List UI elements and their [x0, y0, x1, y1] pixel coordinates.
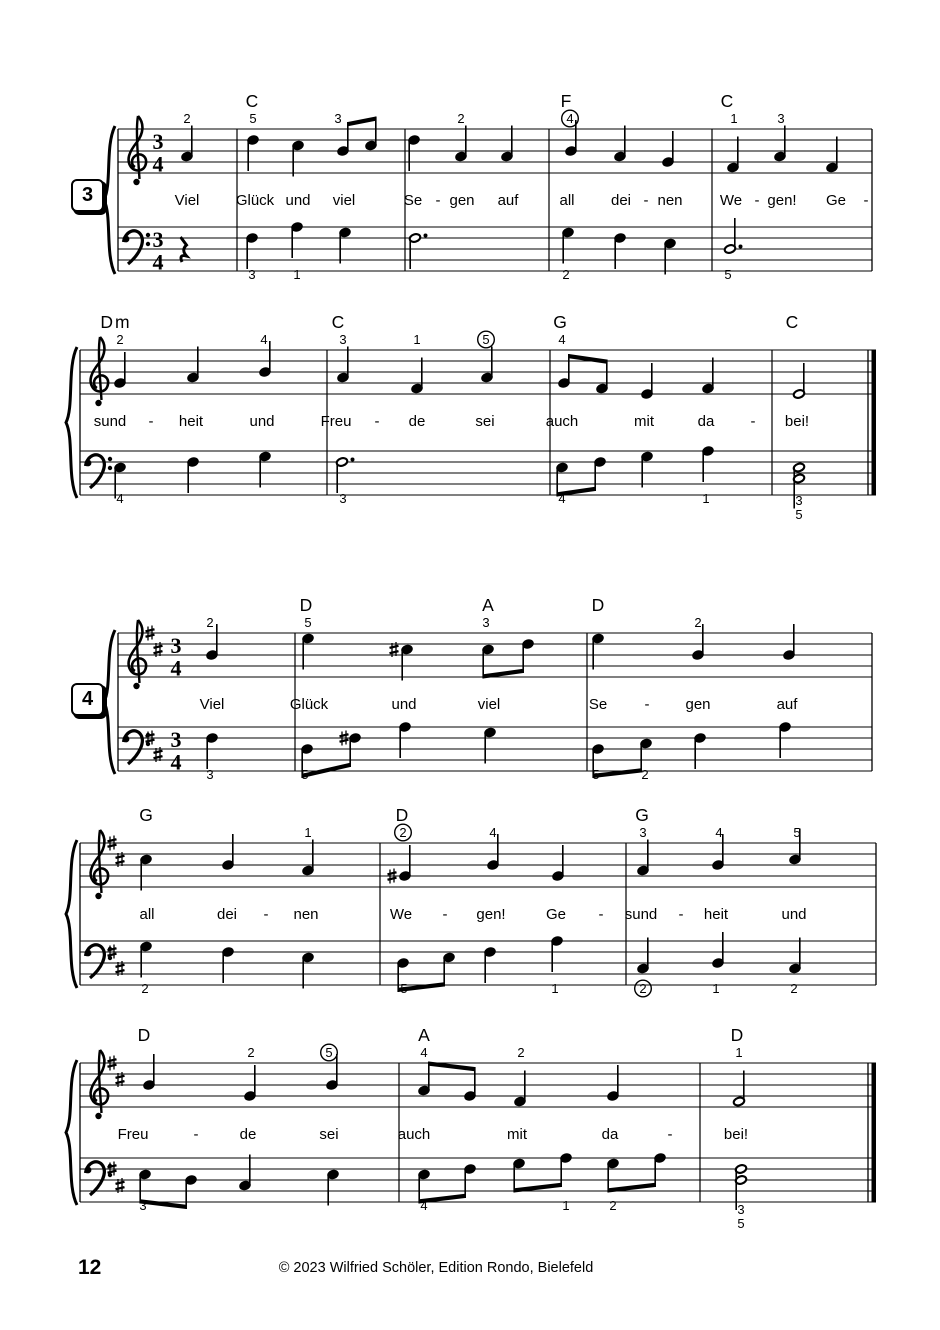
eighth-beam — [140, 1199, 186, 1209]
lyric-syllable: da — [697, 413, 715, 430]
staff-system — [66, 805, 876, 997]
fingering-number: 1 — [562, 1198, 570, 1213]
lyric-syllable: - — [435, 192, 441, 209]
lyric-syllable: Glück — [289, 696, 329, 713]
lyric-syllable: - — [667, 1126, 673, 1143]
fingering-number: 3 — [777, 111, 785, 126]
treble-clef-blob — [95, 400, 101, 406]
fingering-number: 3 — [339, 332, 347, 347]
fingering-number: 5 — [793, 825, 801, 840]
chord-label: A — [482, 595, 494, 615]
lyric-syllable: We — [389, 906, 413, 923]
sharp-stroke — [388, 872, 397, 874]
fingering-number: 4 — [566, 111, 574, 126]
grand-staff-brace — [104, 630, 115, 774]
chord-label: D — [299, 595, 313, 615]
fingering-number: 5 — [304, 615, 312, 630]
lyric-syllable: und — [285, 192, 311, 209]
lyric-syllable: - — [263, 906, 269, 923]
grand-staff-brace — [66, 1060, 77, 1205]
lyric-syllable: dei — [216, 906, 238, 923]
chord-label: G — [139, 805, 153, 825]
sharp-stroke — [340, 740, 349, 742]
fingering-number: 2 — [116, 332, 124, 347]
time-signature-denominator: 4 — [170, 655, 182, 681]
sharp-stroke — [390, 646, 399, 648]
fingering-number: 2 — [562, 267, 570, 282]
lyric-syllable: auch — [397, 1126, 431, 1143]
lyric-syllable: Viel — [174, 192, 200, 209]
bass-clef-dot — [108, 466, 112, 470]
fingering-number: 5 — [400, 981, 408, 996]
lyric-syllable: - — [442, 906, 448, 923]
lyric-syllable: - — [678, 906, 684, 923]
sharp-stroke — [116, 861, 125, 863]
sharp-stroke — [154, 756, 163, 758]
sharp-stroke — [146, 740, 155, 742]
bass-clef-curve — [124, 731, 143, 764]
chord-label: D — [137, 1025, 151, 1045]
sharp-stroke — [116, 1076, 125, 1078]
chord-label: G — [635, 805, 649, 825]
fingering-number: 5 — [325, 1045, 333, 1060]
lyric-syllable: mit — [507, 1126, 527, 1143]
lyric-syllable: und — [249, 413, 275, 430]
treble-clef-blob — [133, 179, 139, 185]
sharp-stroke — [108, 845, 117, 847]
lyric-syllable: gen — [685, 696, 711, 713]
fingering-number: 4 — [420, 1045, 428, 1060]
bass-clef-dot — [146, 233, 150, 237]
fingering-number: 4 — [260, 332, 268, 347]
sharp-stroke — [108, 1171, 117, 1173]
lyric-syllable: Viel — [199, 696, 225, 713]
lyric-syllable: auf — [776, 696, 798, 713]
fingering-number: 5 — [482, 332, 490, 347]
chord-label: D — [730, 1025, 744, 1045]
sharp-stroke — [154, 751, 163, 753]
chord-label: C — [785, 312, 799, 332]
grand-staff-brace — [104, 126, 115, 274]
fingering-number: 5 — [724, 267, 732, 282]
fingering-number: 2 — [694, 615, 702, 630]
fingering-number: 5 — [301, 767, 309, 782]
lyric-syllable: Ge — [545, 906, 567, 923]
bass-clef-icon — [85, 455, 113, 488]
lyric-syllable: all — [559, 192, 575, 209]
fingering-number: 3 — [737, 1202, 745, 1217]
chord-label: G — [553, 312, 567, 332]
exercise-number: 3 — [81, 184, 94, 206]
lyric-syllable: - — [644, 696, 650, 713]
lyric-syllable: sei — [475, 413, 495, 430]
lyric-syllable: Se — [588, 696, 608, 713]
bass-clef-curve — [86, 455, 105, 488]
time-signature-denominator: 4 — [170, 749, 182, 775]
staff-system — [66, 1025, 876, 1231]
treble-clef-blob — [133, 683, 139, 689]
fingering-number: 1 — [413, 332, 421, 347]
eighth-beam — [569, 354, 607, 364]
lyric-syllable: sund — [93, 413, 127, 430]
chord-label: C — [720, 91, 734, 111]
chord-label: D — [591, 595, 605, 615]
fingering-number: 3 — [248, 267, 256, 282]
lyric-syllable: - — [193, 1126, 199, 1143]
lyric-syllable: nen — [657, 192, 683, 209]
bass-clef-curve — [86, 1162, 105, 1195]
fingering-number: 2 — [247, 1045, 255, 1060]
time-signature-numerator: 3 — [152, 129, 164, 154]
fingering-number: 3 — [139, 1198, 147, 1213]
fingering-number: 3 — [334, 111, 342, 126]
lyric-syllable: - — [750, 413, 756, 430]
augmentation-dot — [739, 245, 743, 249]
page-number: 12 — [78, 1256, 102, 1279]
sharp-stroke — [146, 629, 155, 631]
sharp-stroke — [116, 970, 125, 972]
lyric-syllable: - — [863, 192, 869, 209]
lyric-syllable: gen! — [476, 906, 506, 923]
chord-label: C — [331, 312, 345, 332]
lyric-syllable: mit — [634, 413, 654, 430]
sharp-stroke — [146, 635, 155, 637]
lyric-syllable: Se — [403, 192, 423, 209]
eighth-beam — [302, 763, 350, 778]
exercise-number: 4 — [81, 688, 94, 710]
exercise-number-box — [71, 683, 104, 716]
fingering-number: 2 — [639, 981, 647, 996]
lyric-syllable: sund — [624, 906, 658, 923]
bass-clef-curve — [124, 231, 143, 264]
fingering-number: 2 — [457, 111, 465, 126]
augmentation-dot — [424, 234, 428, 238]
fingering-number: 2 — [609, 1198, 617, 1213]
lyric-syllable: de — [239, 1126, 257, 1143]
fingering-number: 4 — [116, 491, 124, 506]
fingering-number: 4 — [558, 491, 566, 506]
bass-clef-dot — [146, 242, 150, 246]
lyric-syllable: - — [598, 906, 604, 923]
fingering-number: 3 — [206, 767, 214, 782]
fingering-number: 2 — [141, 981, 149, 996]
lyric-syllable: und — [781, 906, 807, 923]
time-signature-denominator: 4 — [152, 151, 164, 177]
fingering-number: 2 — [641, 767, 649, 782]
sharp-stroke — [116, 856, 125, 858]
time-signature-numerator: 3 — [170, 727, 182, 752]
lyric-syllable: - — [643, 192, 649, 209]
fingering-number: 2 — [399, 825, 407, 840]
eighth-beam — [348, 117, 376, 127]
staff-system — [104, 595, 872, 782]
eighth-beam — [593, 768, 641, 778]
augmentation-dot — [351, 458, 355, 462]
final-barline-thick — [872, 1063, 877, 1202]
sharp-stroke — [108, 1059, 117, 1061]
lyric-syllable: und — [391, 696, 417, 713]
bass-clef-curve — [86, 945, 105, 978]
lyric-syllable: Freu — [320, 413, 352, 430]
sharp-stroke — [116, 1187, 125, 1189]
fingering-number: 5 — [737, 1216, 745, 1231]
treble-clef-blob — [95, 893, 101, 899]
final-barline-thick — [872, 350, 877, 495]
sharp-stroke — [154, 651, 163, 653]
fingering-number: 1 — [730, 111, 738, 126]
fingering-number: 1 — [304, 825, 312, 840]
fingering-number: 2 — [183, 111, 191, 126]
sharp-stroke — [108, 954, 117, 956]
sharp-stroke — [340, 734, 349, 736]
time-signature-denominator: 4 — [152, 249, 164, 275]
chord-label: F — [560, 91, 572, 111]
sharp-stroke — [154, 646, 163, 648]
lyric-syllable: Glück — [235, 192, 275, 209]
fingering-number: 2 — [517, 1045, 525, 1060]
treble-clef-blob — [95, 1113, 101, 1119]
sharp-stroke — [108, 839, 117, 841]
fingering-number: 3 — [339, 491, 347, 506]
fingering-number: 4 — [420, 1198, 428, 1213]
sharp-stroke — [108, 1065, 117, 1067]
lyric-syllable: heit — [178, 413, 204, 430]
time-signature-numerator: 3 — [170, 633, 182, 658]
lyric-syllable: viel — [477, 696, 501, 713]
lyric-syllable: bei! — [784, 413, 810, 430]
lyric-syllable: all — [139, 906, 155, 923]
lyric-syllable: - — [374, 413, 380, 430]
time-signature-numerator: 3 — [152, 227, 164, 252]
chord-label: C — [245, 91, 259, 111]
sharp-stroke — [116, 1182, 125, 1184]
lyric-syllable: gen! — [767, 192, 797, 209]
fingering-number: 1 — [735, 1045, 743, 1060]
lyric-syllable: auch — [545, 413, 579, 430]
sharp-stroke — [390, 651, 399, 653]
fingering-number: 2 — [790, 981, 798, 996]
fingering-number: 4 — [489, 825, 497, 840]
fingering-number: 4 — [558, 332, 566, 347]
lyric-syllable: sei — [319, 1126, 339, 1143]
lyric-syllable: bei! — [723, 1126, 749, 1143]
sharp-stroke — [116, 965, 125, 967]
exercise-number-box — [71, 179, 104, 212]
chord-label: A — [418, 1025, 430, 1045]
lyric-syllable: da — [601, 1126, 619, 1143]
lyric-syllable: nen — [293, 906, 319, 923]
lyric-syllable: - — [754, 192, 760, 209]
lyric-syllable: de — [408, 413, 426, 430]
lyric-syllable: Freu — [117, 1126, 149, 1143]
grand-staff-brace — [66, 347, 77, 498]
chord-label: Dm — [100, 312, 132, 332]
bass-clef-icon — [123, 231, 151, 264]
lyric-syllable: We — [719, 192, 743, 209]
lyric-syllable: dei — [610, 192, 632, 209]
staff-system — [66, 312, 876, 522]
lyric-syllable: Ge — [825, 192, 847, 209]
sharp-stroke — [116, 1081, 125, 1083]
fingering-number: 1 — [702, 491, 710, 506]
fingering-number: 1 — [293, 267, 301, 282]
grand-staff-brace — [66, 840, 77, 988]
chord-label: D — [395, 805, 409, 825]
fingering-number: 2 — [206, 615, 214, 630]
fingering-number: 4 — [715, 825, 723, 840]
lyric-syllable: auf — [497, 192, 519, 209]
fingering-number: 1 — [712, 981, 720, 996]
fingering-number: 1 — [551, 981, 559, 996]
lyric-syllable: viel — [332, 192, 356, 209]
sharp-stroke — [388, 878, 397, 880]
fingering-number: 3 — [482, 615, 490, 630]
bass-clef-dot — [108, 457, 112, 461]
staff-system — [104, 91, 872, 282]
lyric-syllable: gen — [449, 192, 475, 209]
lyric-syllable: heit — [703, 906, 729, 923]
fingering-number: 5 — [592, 767, 600, 782]
fingering-number: 3 — [639, 825, 647, 840]
fingering-number: 3 — [795, 493, 803, 508]
lyric-syllable: - — [148, 413, 154, 430]
copyright-footer: © 2023 Wilfried Schöler, Edition Rondo, Bielefeld — [278, 1260, 594, 1276]
fingering-number: 5 — [795, 507, 803, 522]
fingering-number: 5 — [249, 111, 257, 126]
